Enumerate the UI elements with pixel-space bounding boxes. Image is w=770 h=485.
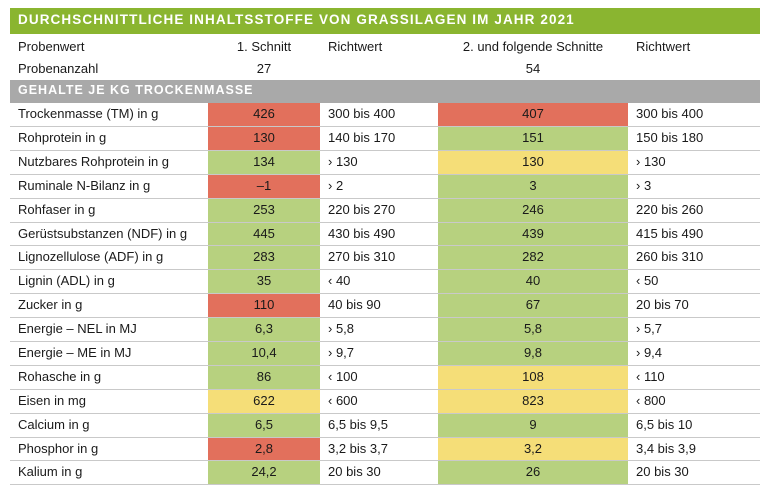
row-label: Lignozellulose (ADF) in g	[10, 246, 208, 270]
row-reference1: › 130	[320, 150, 438, 174]
row-reference1: › 5,8	[320, 318, 438, 342]
row-reference1: 6,5 bis 9,5	[320, 413, 438, 437]
row-value-cut2: 439	[438, 222, 628, 246]
row-value-cut1: 110	[208, 294, 320, 318]
table-title-row	[10, 8, 760, 34]
row-label: Kalium in g	[10, 461, 208, 485]
samples-cut1: 27	[256, 61, 272, 77]
table-row	[10, 246, 760, 270]
row-value-cut1: 35	[208, 270, 320, 294]
row-value-cut2: 3	[438, 174, 628, 198]
row-reference2: ‹ 800	[628, 389, 760, 413]
samples-ref1	[320, 58, 438, 80]
row-reference2: 260 bis 310	[628, 246, 760, 270]
table-row	[10, 222, 760, 246]
header-probenwert: Probenwert	[18, 38, 85, 54]
row-value-cut1: 134	[208, 150, 320, 174]
samples-ref2	[628, 58, 760, 80]
row-reference1: 3,2 bis 3,7	[320, 437, 438, 461]
table-row	[10, 150, 760, 174]
table-row	[10, 126, 760, 150]
column-header-row	[10, 34, 760, 58]
row-value-cut2: 9,8	[438, 342, 628, 366]
table-row	[10, 294, 760, 318]
table-body	[10, 8, 760, 485]
row-reference2: › 3	[628, 174, 760, 198]
table-row	[10, 103, 760, 126]
row-label: Rohprotein in g	[10, 126, 208, 150]
row-label: Energie – NEL in MJ	[10, 318, 208, 342]
samples-cut2: 54	[525, 61, 541, 77]
row-reference2: 150 bis 180	[628, 126, 760, 150]
sample-count-row	[10, 58, 760, 80]
row-value-cut1: 283	[208, 246, 320, 270]
row-value-cut2: 823	[438, 389, 628, 413]
row-reference1: › 2	[320, 174, 438, 198]
row-label: Lignin (ADL) in g	[10, 270, 208, 294]
row-value-cut1: 2,8	[208, 437, 320, 461]
table-row	[10, 389, 760, 413]
row-value-cut2: 67	[438, 294, 628, 318]
header-reference2: Richtwert	[636, 38, 691, 54]
row-value-cut1: 24,2	[208, 461, 320, 485]
row-reference1: › 9,7	[320, 342, 438, 366]
row-label: Phosphor in g	[10, 437, 208, 461]
row-label: Calcium in g	[10, 413, 208, 437]
row-label: Nutzbares Rohprotein in g	[10, 150, 208, 174]
row-value-cut2: 9	[438, 413, 628, 437]
table-row	[10, 461, 760, 485]
row-value-cut2: 246	[438, 198, 628, 222]
row-value-cut2: 130	[438, 150, 628, 174]
row-reference1: ‹ 600	[320, 389, 438, 413]
row-reference1: 40 bis 90	[320, 294, 438, 318]
row-reference2: › 9,4	[628, 342, 760, 366]
row-reference2: ‹ 50	[628, 270, 760, 294]
row-reference1: 220 bis 270	[320, 198, 438, 222]
row-label: Energie – ME in MJ	[10, 342, 208, 366]
row-value-cut2: 40	[438, 270, 628, 294]
row-reference1: 430 bis 490	[320, 222, 438, 246]
row-value-cut1: 253	[208, 198, 320, 222]
row-reference1: ‹ 100	[320, 365, 438, 389]
row-reference2: 3,4 bis 3,9	[628, 437, 760, 461]
row-reference2: 300 bis 400	[628, 103, 760, 126]
nutrient-table	[10, 8, 760, 485]
samples-label: Probenanzahl	[18, 61, 99, 77]
row-reference1: 20 bis 30	[320, 461, 438, 485]
row-label: Ruminale N-Bilanz in g	[10, 174, 208, 198]
row-value-cut2: 151	[438, 126, 628, 150]
row-value-cut1: 426	[208, 103, 320, 126]
row-value-cut1: 445	[208, 222, 320, 246]
row-value-cut2: 3,2	[438, 437, 628, 461]
row-reference1: 140 bis 170	[320, 126, 438, 150]
row-value-cut1: 130	[208, 126, 320, 150]
row-reference2: › 130	[628, 150, 760, 174]
row-reference2: 20 bis 70	[628, 294, 760, 318]
row-value-cut1: 6,3	[208, 318, 320, 342]
row-label: Rohfaser in g	[10, 198, 208, 222]
header-reference1: Richtwert	[328, 38, 383, 54]
row-label: Gerüstsubstanzen (NDF) in g	[10, 222, 208, 246]
table-row	[10, 342, 760, 366]
row-reference2: 20 bis 30	[628, 461, 760, 485]
header-cut2: 2. und folgende Schnitte	[462, 38, 604, 54]
row-label: Eisen in mg	[10, 389, 208, 413]
row-label: Trockenmasse (TM) in g	[10, 103, 208, 126]
row-reference2: 415 bis 490	[628, 222, 760, 246]
row-label: Zucker in g	[10, 294, 208, 318]
row-reference2: ‹ 110	[628, 365, 760, 389]
page-title: DURCHSCHNITTLICHE INHALTSSTOFFE VON GRASSILAGEN IM JAHR 2021	[10, 8, 760, 34]
table-row	[10, 270, 760, 294]
row-reference1: 300 bis 400	[320, 103, 438, 126]
table-row	[10, 437, 760, 461]
row-value-cut1: 622	[208, 389, 320, 413]
table-row	[10, 318, 760, 342]
table-row	[10, 365, 760, 389]
row-reference2: › 5,7	[628, 318, 760, 342]
row-value-cut1: –1	[208, 174, 320, 198]
section-header-row	[10, 80, 760, 103]
section-label: GEHALTE JE KG TROCKENMASSE	[10, 80, 760, 103]
table-row	[10, 174, 760, 198]
row-value-cut2: 282	[438, 246, 628, 270]
row-reference1: 270 bis 310	[320, 246, 438, 270]
header-cut1: 1. Schnitt	[236, 38, 292, 54]
row-value-cut1: 10,4	[208, 342, 320, 366]
row-label: Rohasche in g	[10, 365, 208, 389]
row-reference2: 6,5 bis 10	[628, 413, 760, 437]
table-row	[10, 198, 760, 222]
table-row	[10, 413, 760, 437]
row-value-cut2: 108	[438, 365, 628, 389]
row-reference2: 220 bis 260	[628, 198, 760, 222]
row-reference1: ‹ 40	[320, 270, 438, 294]
row-value-cut1: 6,5	[208, 413, 320, 437]
row-value-cut1: 86	[208, 365, 320, 389]
row-value-cut2: 26	[438, 461, 628, 485]
row-value-cut2: 407	[438, 103, 628, 126]
row-value-cut2: 5,8	[438, 318, 628, 342]
